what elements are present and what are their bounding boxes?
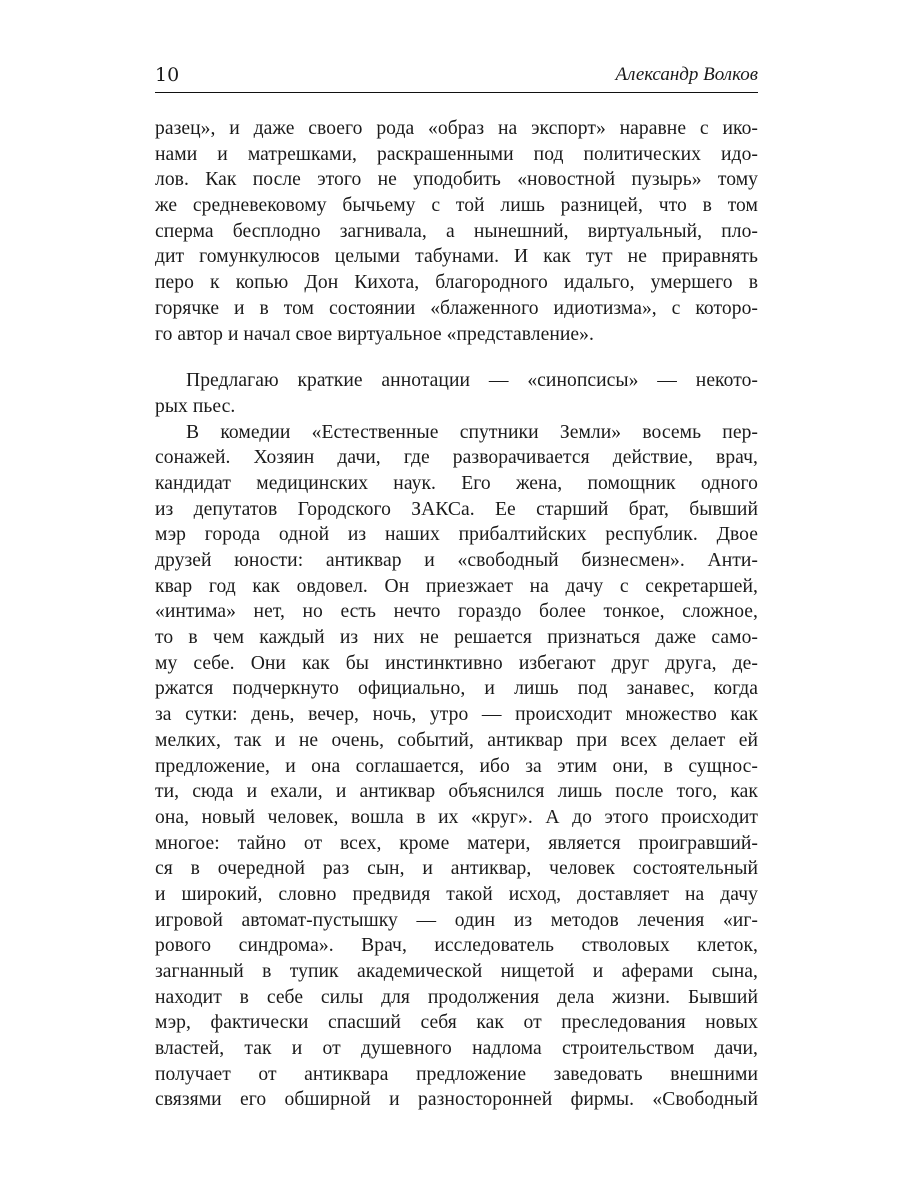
- text-line: рых пьес.: [155, 395, 236, 417]
- text-line: предложение, и она соглашается, ибо за этим они, в сущнос-: [155, 755, 758, 777]
- text-line: многое: тайно от всех, кроме матери, является проигравший-: [155, 832, 758, 854]
- text-line: В комедии «Естественные спутники Земли» восемь пер-: [186, 421, 758, 443]
- page-body: [155, 116, 758, 1113]
- text-line: сонажей. Хозяин дачи, где разворачивается действие, врач,: [155, 447, 758, 469]
- text-line: «интима» нет, но есть нечто гораздо более тонкое, сложное,: [155, 601, 758, 623]
- text-line: то в чем каждый из них не решается признаться даже само-: [155, 627, 758, 649]
- text-line: же средневековому бычьему с той лишь разницей, что в том: [155, 195, 758, 217]
- text-line: мэр города одной из наших прибалтийских республик. Двое: [155, 524, 758, 546]
- book-page: [155, 0, 758, 1200]
- text-line: кандидат медицинских наук. Его жена, помощник одного: [155, 472, 758, 494]
- text-line: разец», и даже своего рода «образ на экспорт» наравне с ико-: [155, 118, 758, 139]
- text-line: му себе. Они как бы инстинктивно избегают друг друга, де-: [155, 652, 758, 674]
- running-head-author: Александр Волков: [615, 64, 758, 85]
- text-line: рового синдрома». Врач, исследователь стволовых клеток,: [155, 935, 758, 957]
- text-line: лов. Как после этого не уподобить «новостной пузырь» тому: [155, 169, 758, 191]
- text-line: горячке и в том состоянии «блаженного идиотизма», с которо-: [155, 297, 758, 319]
- paragraph-2: [155, 368, 758, 419]
- text-line: загнанный в тупик академической нищетой и аферами сына,: [155, 961, 758, 982]
- text-line: властей, так и от душевного надлома строительством дачи,: [155, 1038, 758, 1060]
- text-line: получает от антиквара предложение заведовать внешними: [155, 1063, 758, 1085]
- text-line: и широкий, словно предвидя такой исход, доставляет на дачу: [155, 883, 758, 905]
- text-line: мелких, так и не очень, событий, антиквар при всех делает ей: [155, 729, 758, 751]
- text-line: за сутки: день, вечер, ночь, утро — происходит множество как: [155, 704, 758, 726]
- text-line: Предлагаю краткие аннотации — «синопсисы» — некото-: [186, 370, 758, 392]
- text-line: друзей юности: антиквар и «свободный бизнесмен». Анти-: [155, 550, 758, 571]
- text-line: го автор и начал свое виртуальное «представление».: [155, 323, 594, 345]
- text-line: перо к копью Дон Кихота, благородного идальго, умершего в: [155, 272, 758, 294]
- text-line: игровой автомат-пустышку — один из методов лечения «иг-: [155, 909, 758, 931]
- header-rule: [155, 92, 758, 93]
- text-line: квар год как овдовел. Он приезжает на дачу с секретаршей,: [155, 575, 758, 597]
- page-number: 10: [155, 64, 180, 86]
- text-line: находит в себе силы для продолжения дела жизни. Бывший: [155, 986, 758, 1008]
- text-line: из депутатов Городского ЗАКСа. Ее старший брат, бывший: [155, 498, 758, 520]
- text-line: ти, сюда и ехали, и антиквар объяснился лишь после того, как: [155, 781, 758, 803]
- text-line: нами и матрешками, раскрашенными под политических идо-: [155, 143, 758, 165]
- paragraph-gap: [155, 347, 758, 368]
- text-line: сперма бесплодно загнивала, а нынешний, виртуальный, пло-: [155, 220, 758, 242]
- text-line: связями его обширной и разносторонней фирмы. «Свободный: [155, 1089, 758, 1111]
- paragraph-3: [155, 420, 758, 1114]
- text-line: она, новый человек, вошла в их «круг». А до этого происходит: [155, 806, 758, 828]
- paragraph-1: [155, 116, 758, 347]
- text-line: ся в очередной раз сын, и антиквар, человек состоятельный: [155, 858, 758, 880]
- text-line: мэр, фактически спасший себя как от преследования новых: [155, 1012, 758, 1034]
- text-line: дит гомункулюсов целыми табунами. И как тут не приравнять: [155, 246, 758, 268]
- page-header: [155, 62, 758, 92]
- text-line: ржатся подчеркнуто официально, и лишь под занавес, когда: [155, 678, 758, 700]
